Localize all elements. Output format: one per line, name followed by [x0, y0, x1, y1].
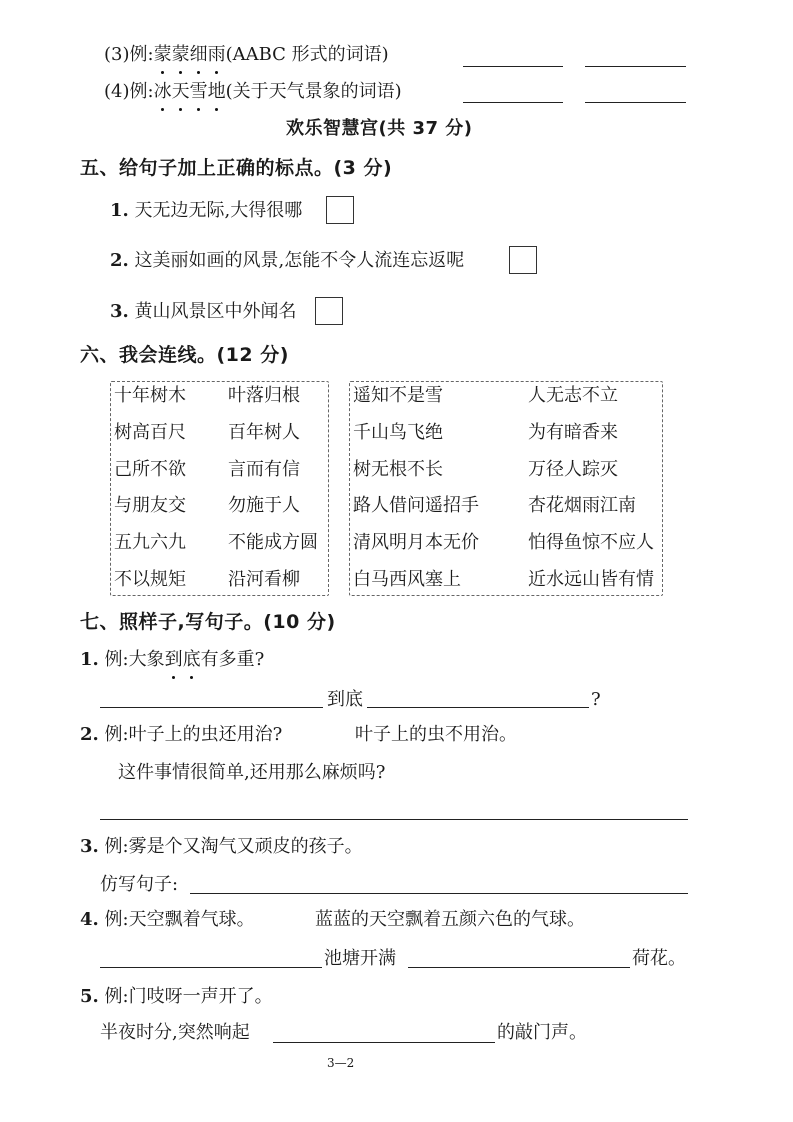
answer-blank[interactable] [190, 893, 688, 894]
matching-item[interactable]: 白马西风塞上 [353, 569, 461, 590]
answer-blank[interactable] [273, 1042, 495, 1043]
answer-blank[interactable] [100, 707, 323, 708]
q7-s1-end: ? [591, 689, 601, 710]
q5-item-2-number: 2. [110, 250, 129, 271]
item-3-prefix: (3)例: [104, 44, 154, 65]
page-number: 3—2 [327, 1056, 355, 1070]
q7-s4-mid: 池塘开满 [324, 948, 396, 969]
emphasized-char: 雨 [207, 44, 226, 65]
q7-s5-post: 的敲门声。 [497, 1022, 587, 1043]
q7-s3-example-text: 例:雾是个又淘气又顽皮的孩子。 [104, 836, 363, 857]
matching-item[interactable]: 千山鸟飞绝 [353, 421, 443, 443]
punctuation-box-3[interactable] [315, 297, 343, 325]
matching-item[interactable]: 己所不欲 [114, 458, 186, 480]
q6-heading: 六、我会连线。(12 分) [80, 344, 289, 366]
q7-s4-number: 4. [80, 909, 99, 930]
q7-s1-pre: 例:大象 [104, 649, 165, 670]
emphasized-char: 冰 [153, 81, 172, 102]
matching-item[interactable]: 与朋友交 [114, 495, 186, 517]
punctuation-box-1[interactable] [326, 196, 354, 224]
matching-item[interactable]: 沿河看柳 [228, 569, 300, 590]
q7-s1-post: 有多重? [200, 649, 265, 670]
item-3-example-word [154, 44, 226, 65]
q7-s3-number: 3. [80, 836, 99, 857]
answer-blank[interactable] [585, 102, 686, 103]
q7-s4-end: 荷花。 [632, 948, 686, 969]
q7-s5-example [80, 985, 273, 1009]
q7-s5-number: 5. [80, 986, 99, 1007]
q5-item-1-number: 1. [110, 200, 129, 221]
answer-blank[interactable] [585, 66, 686, 67]
emphasized-char: 蒙 [153, 44, 172, 65]
q7-s1-example [80, 648, 264, 672]
item-3-note: (AABC 形式的词语) [225, 44, 389, 65]
matching-item[interactable]: 百年树人 [228, 421, 300, 443]
q7-s1-number: 1. [80, 649, 99, 670]
q5-item-2 [110, 249, 464, 273]
matching-item[interactable]: 树高百尺 [114, 421, 186, 443]
q7-s4-example [80, 908, 255, 932]
q5-heading: 五、给句子加上正确的标点。(3 分) [80, 157, 393, 179]
matching-item[interactable]: 清风明月本无价 [353, 532, 479, 554]
answer-blank[interactable] [408, 967, 630, 968]
q5-item-3-text: 黄山风景区中外闻名 [134, 301, 297, 322]
q7-s4-example-a: 例:天空飘着气球。 [104, 909, 255, 930]
emphasized-char: 雪 [189, 81, 208, 102]
matching-item[interactable]: 言而有信 [228, 458, 300, 480]
matching-item[interactable]: 杏花烟雨江南 [528, 495, 636, 517]
matching-box-left [110, 381, 329, 596]
section-title: 欢乐智慧宫(共 37 分) [286, 118, 473, 139]
q5-item-1 [110, 199, 302, 223]
answer-blank[interactable] [100, 967, 322, 968]
q7-s1-mid: 到底 [327, 689, 363, 710]
matching-item[interactable]: 近水远山皆有情 [528, 569, 654, 590]
emphasized-char: 蒙 [171, 44, 190, 65]
q5-item-1-text: 天无边无际,大得很哪 [134, 200, 303, 221]
matching-item[interactable]: 为有暗香来 [528, 421, 618, 443]
matching-item[interactable]: 怕得鱼惊不应人 [528, 532, 654, 554]
matching-item[interactable]: 不能成方圆 [228, 532, 318, 554]
q7-heading: 七、照样子,写句子。(10 分) [80, 611, 336, 633]
item-3 [104, 43, 389, 67]
q7-s2-example-b: 叶子上的虫不用治。 [355, 724, 517, 745]
item-4-example-word [154, 81, 226, 102]
matching-item[interactable]: 五九六九 [114, 532, 186, 554]
q7-s2-example [80, 723, 282, 747]
punctuation-box-2[interactable] [509, 246, 537, 274]
matching-item[interactable]: 树无根不长 [353, 458, 443, 480]
q7-s1-emph [165, 649, 201, 670]
q5-item-3-number: 3. [110, 301, 129, 322]
matching-box-right [349, 381, 663, 596]
answer-blank[interactable] [463, 66, 563, 67]
answer-blank[interactable] [100, 819, 688, 820]
emphasized-char: 底 [182, 649, 201, 670]
matching-item[interactable]: 勿施于人 [228, 495, 300, 517]
q7-s5-example-text: 例:门吱呀一声开了。 [104, 986, 273, 1007]
q7-s2-number: 2. [80, 724, 99, 745]
emphasized-char: 天 [171, 81, 190, 102]
item-4 [104, 80, 402, 104]
matching-item[interactable]: 遥知不是雪 [353, 385, 443, 406]
matching-item[interactable]: 路人借问遥招手 [353, 495, 479, 517]
matching-item[interactable]: 万径人踪灭 [528, 458, 618, 480]
item-4-note: (关于天气景象的词语) [225, 81, 402, 102]
answer-blank[interactable] [367, 707, 589, 708]
q7-s2-prompt: 这件事情很简单,还用那么麻烦吗? [118, 762, 386, 783]
matching-item[interactable]: 人无志不立 [528, 385, 618, 406]
q7-s3-example [80, 835, 363, 859]
matching-item[interactable]: 不以规矩 [114, 569, 186, 590]
q7-s5-pre: 半夜时分,突然响起 [100, 1022, 250, 1043]
matching-item[interactable]: 十年树木 [114, 385, 186, 406]
emphasized-char: 地 [207, 81, 226, 102]
emphasized-char: 到 [164, 649, 183, 670]
answer-blank[interactable] [463, 102, 563, 103]
q7-s4-example-b: 蓝蓝的天空飘着五颜六色的气球。 [315, 909, 585, 930]
q5-item-3 [110, 300, 297, 324]
q7-s2-example-a: 例:叶子上的虫还用治? [104, 724, 283, 745]
q5-item-2-text: 这美丽如画的风景,怎能不令人流连忘返呢 [134, 250, 465, 271]
matching-item[interactable]: 叶落归根 [228, 385, 300, 406]
item-4-prefix: (4)例: [104, 81, 154, 102]
q7-s3-label: 仿写句子: [100, 874, 179, 895]
emphasized-char: 细 [189, 44, 208, 65]
